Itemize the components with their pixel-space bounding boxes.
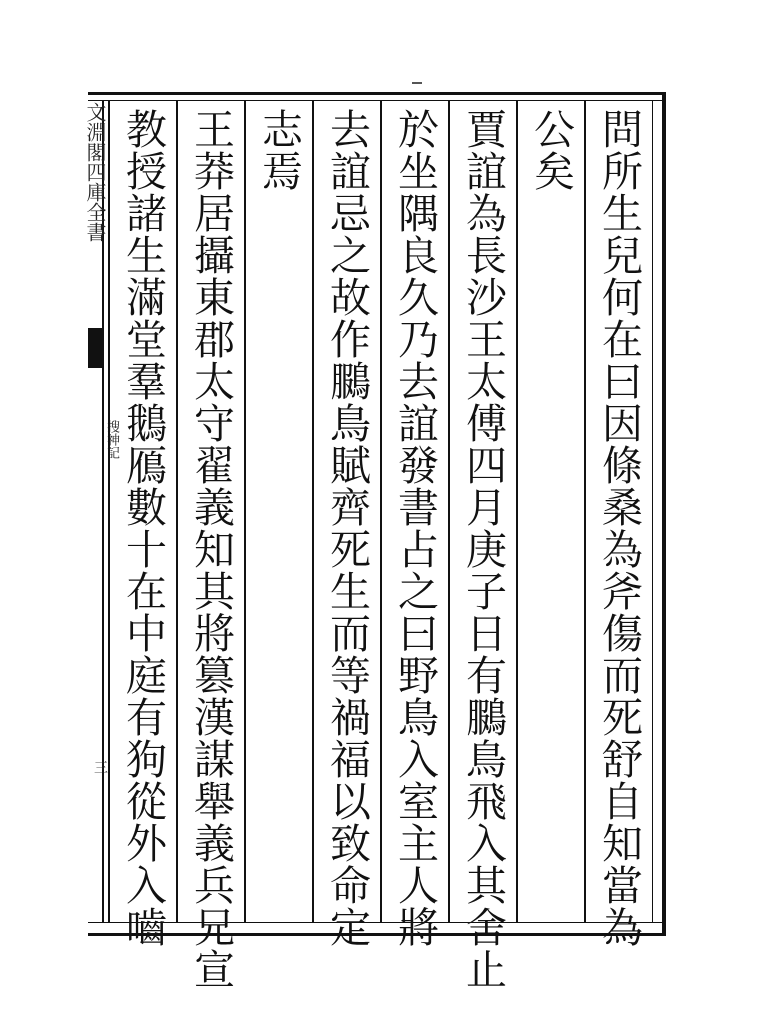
text-column-3: 賈誼為長沙王太傅四月庚子日有鵩鳥飛入其舍止 (459, 108, 507, 990)
column-rule (176, 100, 178, 922)
column-rule (516, 100, 518, 922)
gutter-subtitle: 搜神記 (104, 420, 119, 459)
gutter-title: 文淵閣四庫全書 (83, 102, 107, 242)
text-column-5: 去誼忌之故作鵩鳥賦齊死生而等禍福以致命定 (323, 108, 371, 948)
frame-inner-right-rule (652, 100, 653, 922)
column-rule (584, 100, 586, 922)
gutter-page-number: 三 (92, 760, 108, 774)
text-column-7: 王莽居攝東郡太守翟義知其將篡漢謀舉義兵兄宣 (187, 108, 235, 990)
column-rule (380, 100, 382, 922)
text-column-8: 教授諸生滿堂羣鵝鴈數十在中庭有狗從外入嚙 (119, 108, 167, 948)
frame-inner-top-rule (88, 100, 662, 101)
column-rule (312, 100, 314, 922)
text-column-4: 於坐隅良久乃去誼發書占之曰野鳥入室主人將 (391, 108, 439, 948)
column-rule (244, 100, 246, 922)
printer-mark (412, 82, 422, 84)
text-column-1: 問所生兒何在曰因條桑為斧傷而死舒自知當為 (595, 108, 643, 948)
text-column-2: 公矣 (527, 108, 575, 192)
gutter-fishtail-block (88, 328, 102, 368)
column-rule (108, 100, 110, 922)
text-column-6: 志焉 (255, 108, 303, 192)
frame-inner-bottom-rule (88, 922, 662, 923)
column-rule (448, 100, 450, 922)
